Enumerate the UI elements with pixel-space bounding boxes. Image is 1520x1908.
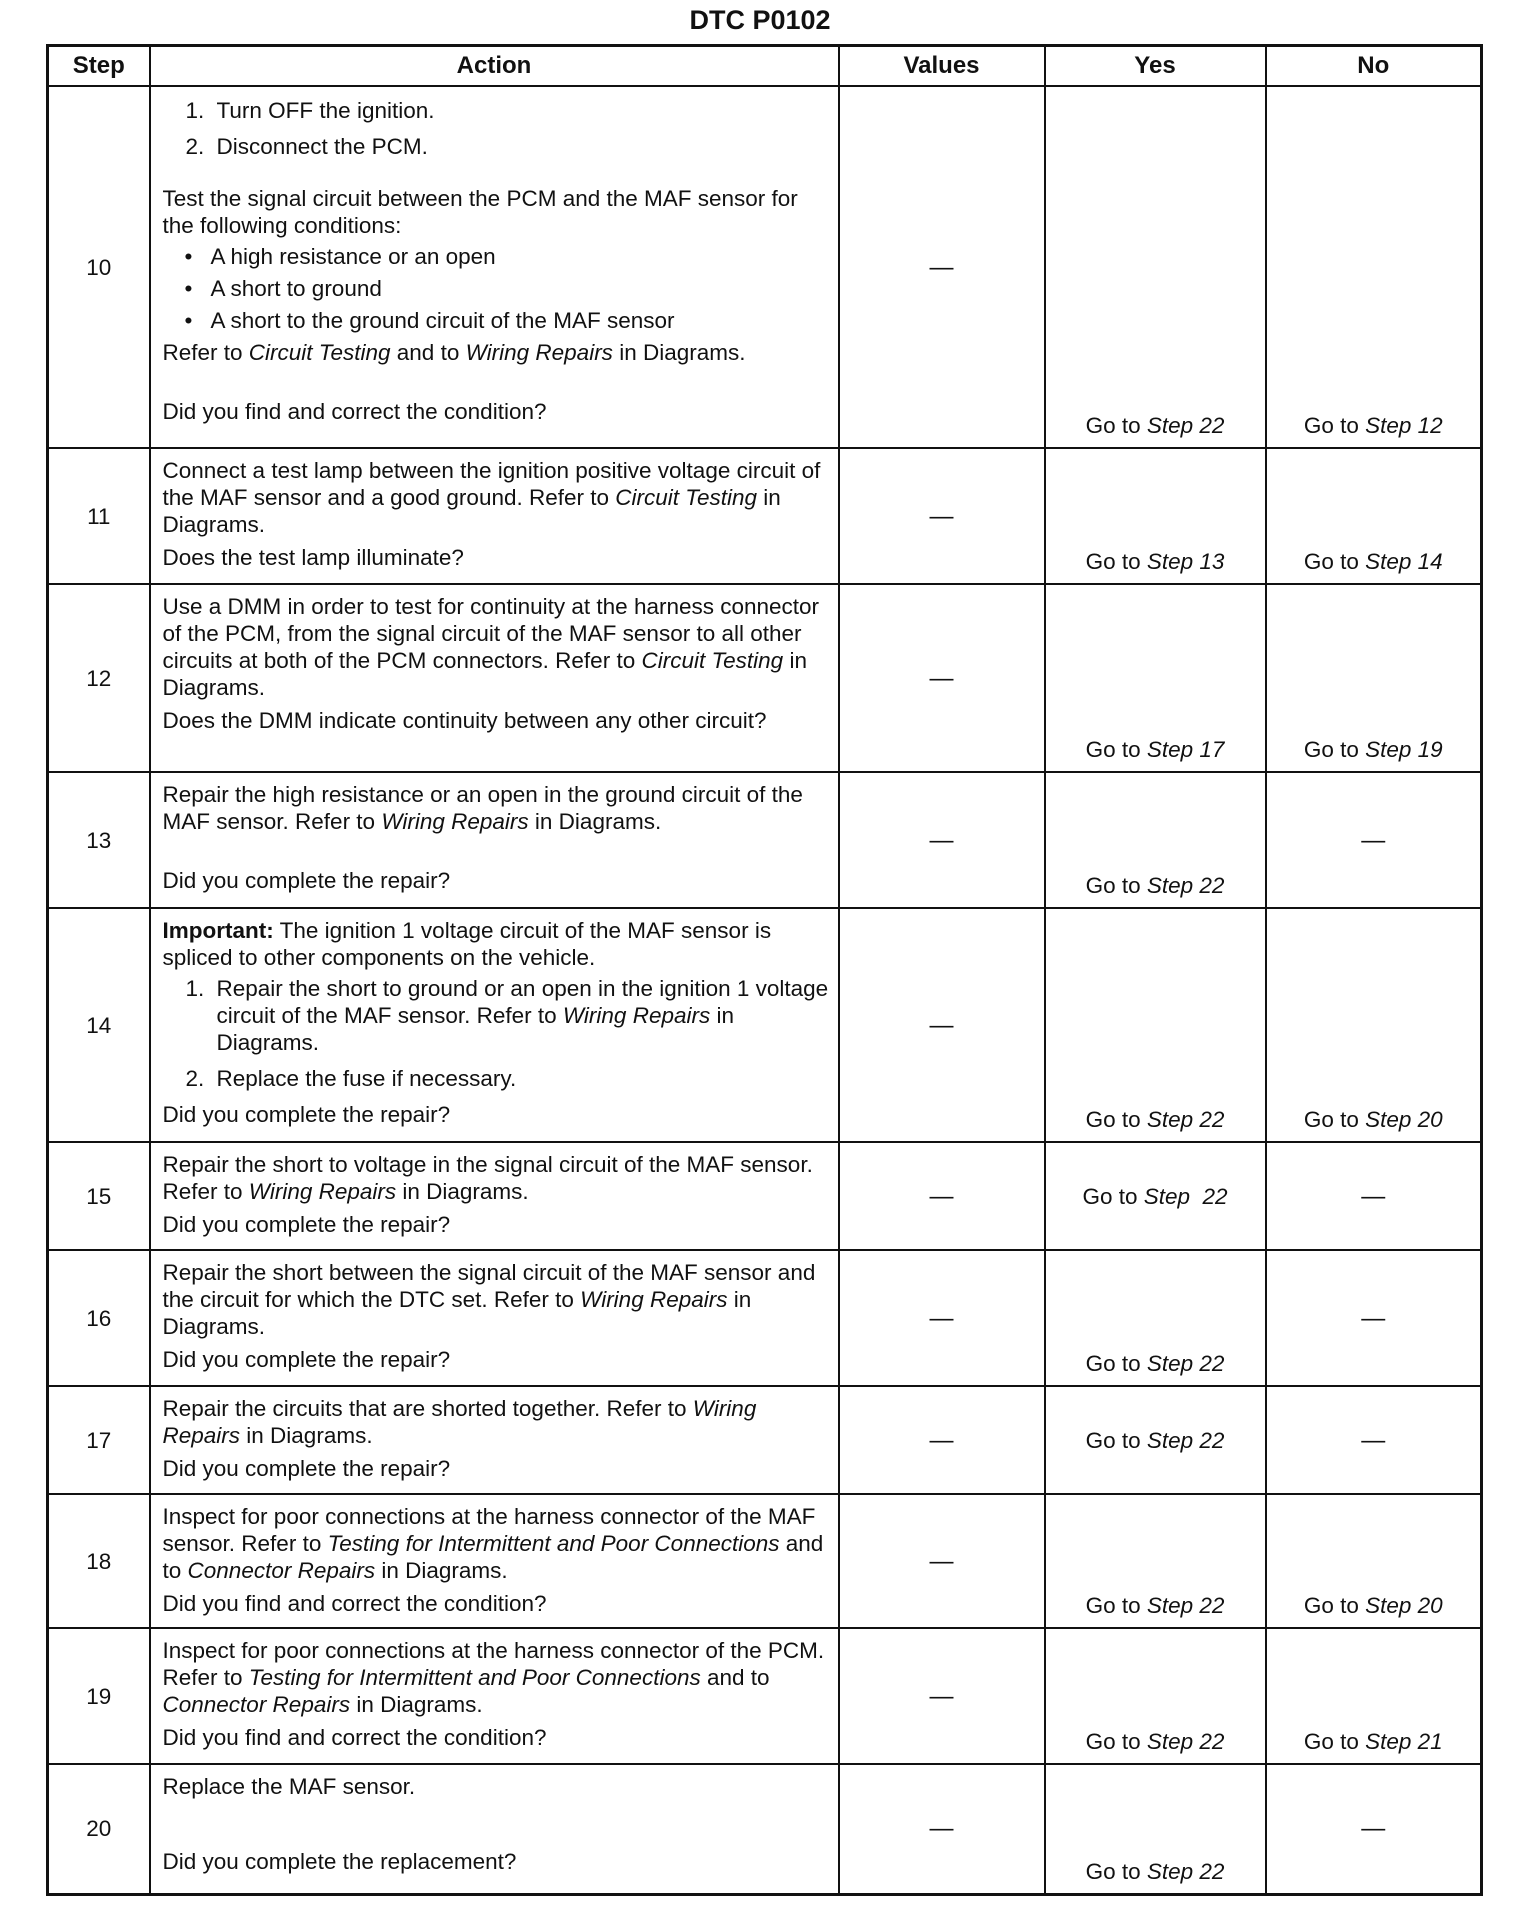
yes-cell: Go to Step 17	[1045, 584, 1266, 772]
page-title: DTC P0102	[689, 5, 831, 35]
no-cell: —	[1266, 772, 1482, 908]
action-cell	[150, 1494, 839, 1628]
values-cell: —	[839, 1250, 1045, 1386]
values-cell: —	[839, 448, 1045, 584]
table-row	[48, 1386, 1482, 1494]
list-item: 1. Repair the short to ground or an open in the ignition 1 voltage circuit of the MAF sensor. Refer to Wiring Repairs in Diagrams.	[211, 975, 830, 1056]
step-number: 13	[48, 772, 150, 908]
table-row	[48, 1494, 1482, 1628]
header-step: Step	[48, 46, 150, 87]
yes-cell: Go to Step 22	[1045, 1386, 1266, 1494]
header-no: No	[1266, 46, 1482, 87]
action-cell	[150, 908, 839, 1142]
reference-text: Refer to Circuit Testing and to Wiring Repairs in Diagrams.	[162, 340, 746, 365]
step-number: 11	[48, 448, 150, 584]
yes-cell: Go to Step 22	[1045, 1628, 1266, 1764]
list-item: • A short to the ground circuit of the MAF sensor	[184, 308, 675, 333]
table-row	[48, 908, 1482, 1142]
step-number: 16	[48, 1250, 150, 1386]
step-number: 15	[48, 1142, 150, 1250]
values-cell: —	[839, 772, 1045, 908]
no-cell: —	[1266, 1250, 1482, 1386]
yes-cell: Go to Step 22	[1045, 1494, 1266, 1628]
no-cell: Go to Step 14	[1266, 448, 1482, 584]
no-cell: —	[1266, 1764, 1482, 1894]
table-row	[48, 1628, 1482, 1764]
table-row	[48, 1250, 1482, 1386]
step-number: 12	[48, 584, 150, 772]
list-item: 1. Turn OFF the ignition.	[211, 97, 830, 124]
no-cell: —	[1266, 1386, 1482, 1494]
values-cell: —	[839, 1764, 1045, 1894]
action-text: Repair the circuits that are shorted together. Refer to Wiring Repairs in Diagrams.	[162, 1396, 757, 1448]
list-item: 2. Replace the fuse if necessary.	[211, 1065, 830, 1092]
yes-cell: Go to Step 22	[1045, 908, 1266, 1142]
values-cell: —	[839, 1628, 1045, 1764]
values-cell: —	[839, 1142, 1045, 1250]
action-cell	[150, 86, 839, 448]
list-item: • A short to ground	[184, 276, 382, 301]
yes-cell: Go to Step 22	[1045, 1764, 1266, 1894]
dtc-table	[46, 44, 1483, 1896]
action-cell	[150, 1764, 839, 1894]
values-cell: —	[839, 1494, 1045, 1628]
action-cell	[150, 1142, 839, 1250]
yes-cell: Go to Step 22	[1045, 86, 1266, 448]
list-item: 2. Disconnect the PCM.	[211, 133, 830, 160]
condition-list	[163, 243, 830, 334]
procedure-list	[163, 975, 830, 1092]
action-text: Inspect for poor connections at the harness connector of the PCM. Refer to Testing for Intermittent and Poor Connections and to Connector Repairs in Diagrams.	[162, 1638, 825, 1717]
question-text: Did you find and correct the condition?	[162, 399, 547, 424]
values-cell: —	[839, 86, 1045, 448]
question-text: Did you find and correct the condition?	[162, 1725, 547, 1750]
question-text: Did you find and correct the condition?	[162, 1591, 547, 1616]
action-text: Test the signal circuit between the PCM and the MAF sensor for the following conditions:	[162, 186, 798, 238]
table-row	[48, 448, 1482, 584]
step-number: 17	[48, 1386, 150, 1494]
header-row	[48, 46, 1482, 87]
header-action: Action	[150, 46, 839, 87]
question-text: Did you complete the replacement?	[162, 1849, 517, 1874]
no-cell: Go to Step 19	[1266, 584, 1482, 772]
question-text: Did you complete the repair?	[162, 1102, 451, 1127]
no-cell: Go to Step 20	[1266, 908, 1482, 1142]
important-note: Important: The ignition 1 voltage circuit of the MAF sensor is spliced to other components on the vehicle.	[162, 918, 772, 970]
question-text: Does the DMM indicate continuity between any other circuit?	[162, 708, 767, 733]
action-text: Repair the short to voltage in the signal circuit of the MAF sensor. Refer to Wiring Repairs in Diagrams.	[162, 1152, 813, 1204]
action-text: Repair the short between the signal circuit of the MAF sensor and the circuit for which the DTC set. Refer to Wiring Repairs in Diagrams.	[162, 1260, 816, 1339]
yes-cell: Go to Step 22	[1045, 772, 1266, 908]
header-values: Values	[839, 46, 1045, 87]
no-cell: Go to Step 12	[1266, 86, 1482, 448]
step-number: 18	[48, 1494, 150, 1628]
values-cell: —	[839, 584, 1045, 772]
question-text: Did you complete the repair?	[162, 868, 451, 893]
yes-cell: Go to Step 22	[1045, 1250, 1266, 1386]
no-cell: Go to Step 20	[1266, 1494, 1482, 1628]
question-text: Did you complete the repair?	[162, 1212, 451, 1237]
list-item: • A high resistance or an open	[184, 244, 496, 269]
step-number: 14	[48, 908, 150, 1142]
table-row	[48, 772, 1482, 908]
action-cell	[150, 1386, 839, 1494]
step-number: 10	[48, 86, 150, 448]
no-cell: Go to Step 21	[1266, 1628, 1482, 1764]
table-row	[48, 86, 1482, 448]
action-text: Connect a test lamp between the ignition positive voltage circuit of the MAF sensor and a good ground. Refer to Circuit Testing in Diagrams.	[162, 458, 821, 537]
procedure-list	[163, 97, 830, 160]
table-row	[48, 1142, 1482, 1250]
action-text: Inspect for poor connections at the harness connector of the MAF sensor. Refer to Testing for Intermittent and Poor Connections and to Connector Repairs in Diagrams.	[162, 1504, 824, 1583]
action-text: Replace the MAF sensor.	[162, 1774, 416, 1799]
question-text: Does the test lamp illuminate?	[162, 545, 464, 570]
action-text: Use a DMM in order to test for continuity at the harness connector of the PCM, from the signal circuit of the MAF sensor to all other circuits at both of the PCM connectors. Refer to Circuit Testing in Diagrams.	[162, 594, 820, 700]
values-cell: —	[839, 908, 1045, 1142]
yes-cell: Go to Step 13	[1045, 448, 1266, 584]
step-number: 19	[48, 1628, 150, 1764]
yes-cell: Go to Step 22	[1045, 1142, 1266, 1250]
no-cell: —	[1266, 1142, 1482, 1250]
action-text: Repair the high resistance or an open in the ground circuit of the MAF sensor. Refer to Wiring Repairs in Diagrams.	[162, 782, 803, 834]
action-cell	[150, 1250, 839, 1386]
header-yes: Yes	[1045, 46, 1266, 87]
table-row	[48, 1764, 1482, 1894]
values-cell: —	[839, 1386, 1045, 1494]
action-cell	[150, 448, 839, 584]
action-cell	[150, 584, 839, 772]
action-cell	[150, 1628, 839, 1764]
table-row	[48, 584, 1482, 772]
question-text: Did you complete the repair?	[162, 1456, 451, 1481]
action-cell	[150, 772, 839, 908]
question-text: Did you complete the repair?	[162, 1347, 451, 1372]
step-number: 20	[48, 1764, 150, 1894]
